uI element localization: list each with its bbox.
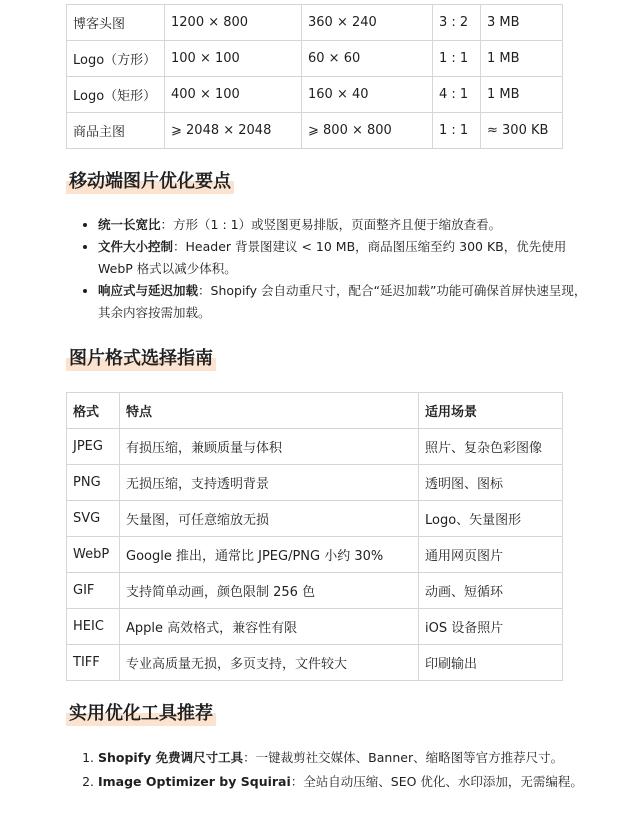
table-header-cell: 特点 bbox=[120, 393, 419, 429]
table-cell: 1 MB bbox=[481, 77, 563, 113]
list-item-text: ：全站自动压缩、SEO 优化、水印添加，无需编程。 bbox=[290, 774, 583, 789]
table-row bbox=[67, 41, 563, 77]
table-cell: 矢量图，可任意缩放无损 bbox=[120, 501, 419, 537]
table-cell: GIF bbox=[67, 573, 120, 609]
table-cell: ⩾ 2048 × 2048 bbox=[165, 113, 302, 149]
table-cell: 160 × 40 bbox=[302, 77, 433, 113]
table-header-row bbox=[67, 393, 563, 429]
table-row bbox=[67, 5, 563, 41]
table-row bbox=[67, 77, 563, 113]
table-row bbox=[67, 113, 563, 149]
table-cell: 360 × 240 bbox=[302, 5, 433, 41]
list-item-text: ：Header 背景图建议 < 10 MB，商品图压缩至约 300 KB，优先使用 WebP 格式以减少体积。 bbox=[98, 239, 567, 276]
table-cell: Logo（方形） bbox=[67, 41, 165, 77]
table-cell: 支持简单动画，颜色限制 256 色 bbox=[120, 573, 419, 609]
table-cell: WebP bbox=[67, 537, 120, 573]
list-item bbox=[98, 280, 588, 324]
list-item-title: 统一长宽比 bbox=[98, 217, 161, 232]
table-row bbox=[67, 465, 563, 501]
tools-section-heading: 实用优化工具推荐 bbox=[66, 702, 216, 726]
list-item-title: Image Optimizer by Squirai bbox=[98, 774, 291, 789]
table-cell: 1200 × 800 bbox=[165, 5, 302, 41]
table-cell: 博客头图 bbox=[67, 5, 165, 41]
table-cell: 4 : 1 bbox=[433, 77, 481, 113]
list-item-title: 响应式与延迟加载 bbox=[98, 283, 199, 298]
table-cell: iOS 设备照片 bbox=[419, 609, 563, 645]
table-cell: 3 MB bbox=[481, 5, 563, 41]
table-cell: 通用网页图片 bbox=[419, 537, 563, 573]
table-row bbox=[67, 537, 563, 573]
table-cell: TIFF bbox=[67, 645, 120, 681]
table-cell: SVG bbox=[67, 501, 120, 537]
table-cell: 照片、复杂色彩图像 bbox=[419, 429, 563, 465]
table-cell: 商品主图 bbox=[67, 113, 165, 149]
list-item-text: ：Shopify 会自动重尺寸，配合“延迟加载”功能可确保首屏快速呈现，其余内容按需加载。 bbox=[98, 283, 587, 320]
table-cell: Logo、矢量图形 bbox=[419, 501, 563, 537]
table-row bbox=[67, 573, 563, 609]
list-item bbox=[98, 214, 588, 236]
table-row bbox=[67, 609, 563, 645]
table-cell: 透明图、图标 bbox=[419, 465, 563, 501]
table-cell: 400 × 100 bbox=[165, 77, 302, 113]
table-row bbox=[67, 645, 563, 681]
table-header-cell: 适用场景 bbox=[419, 393, 563, 429]
tools-list bbox=[80, 746, 598, 794]
list-item-text: ：方形（1 : 1）或竖图更易排版，页面整齐且便于缩放查看。 bbox=[160, 217, 502, 232]
size-table bbox=[66, 4, 563, 149]
table-row bbox=[67, 429, 563, 465]
table-cell: 有损压缩，兼顾质量与体积 bbox=[120, 429, 419, 465]
table-cell: 3 : 2 bbox=[433, 5, 481, 41]
format-table bbox=[66, 392, 563, 681]
table-header-cell: 格式 bbox=[67, 393, 120, 429]
list-item bbox=[98, 236, 588, 280]
table-cell: 1 : 1 bbox=[433, 113, 481, 149]
table-cell: 60 × 60 bbox=[302, 41, 433, 77]
table-cell: JPEG bbox=[67, 429, 120, 465]
table-cell: 1 : 1 bbox=[433, 41, 481, 77]
list-item-title: Shopify 免费调尺寸工具 bbox=[98, 750, 244, 765]
table-cell: 印刷输出 bbox=[419, 645, 563, 681]
table-cell: Google 推出，通常比 JPEG/PNG 小约 30% bbox=[120, 537, 419, 573]
table-cell: 100 × 100 bbox=[165, 41, 302, 77]
list-item-text: ：一键裁剪社交媒体、Banner、缩略图等官方推荐尺寸。 bbox=[243, 750, 564, 765]
table-cell: 动画、短循环 bbox=[419, 573, 563, 609]
mobile-tips-list bbox=[80, 214, 588, 324]
table-row bbox=[67, 501, 563, 537]
table-cell: 无损压缩，支持透明背景 bbox=[120, 465, 419, 501]
mobile-section-heading: 移动端图片优化要点 bbox=[66, 170, 234, 194]
list-item bbox=[98, 746, 598, 770]
table-cell: ≈ 300 KB bbox=[481, 113, 563, 149]
format-section-heading: 图片格式选择指南 bbox=[66, 347, 216, 371]
table-cell: PNG bbox=[67, 465, 120, 501]
table-cell: HEIC bbox=[67, 609, 120, 645]
list-item bbox=[98, 770, 598, 794]
table-cell: 专业高质量无损，多页支持，文件较大 bbox=[120, 645, 419, 681]
table-cell: Apple 高效格式，兼容性有限 bbox=[120, 609, 419, 645]
list-item-title: 文件大小控制 bbox=[98, 239, 174, 254]
table-cell: ⩾ 800 × 800 bbox=[302, 113, 433, 149]
table-cell: Logo（矩形） bbox=[67, 77, 165, 113]
table-cell: 1 MB bbox=[481, 41, 563, 77]
